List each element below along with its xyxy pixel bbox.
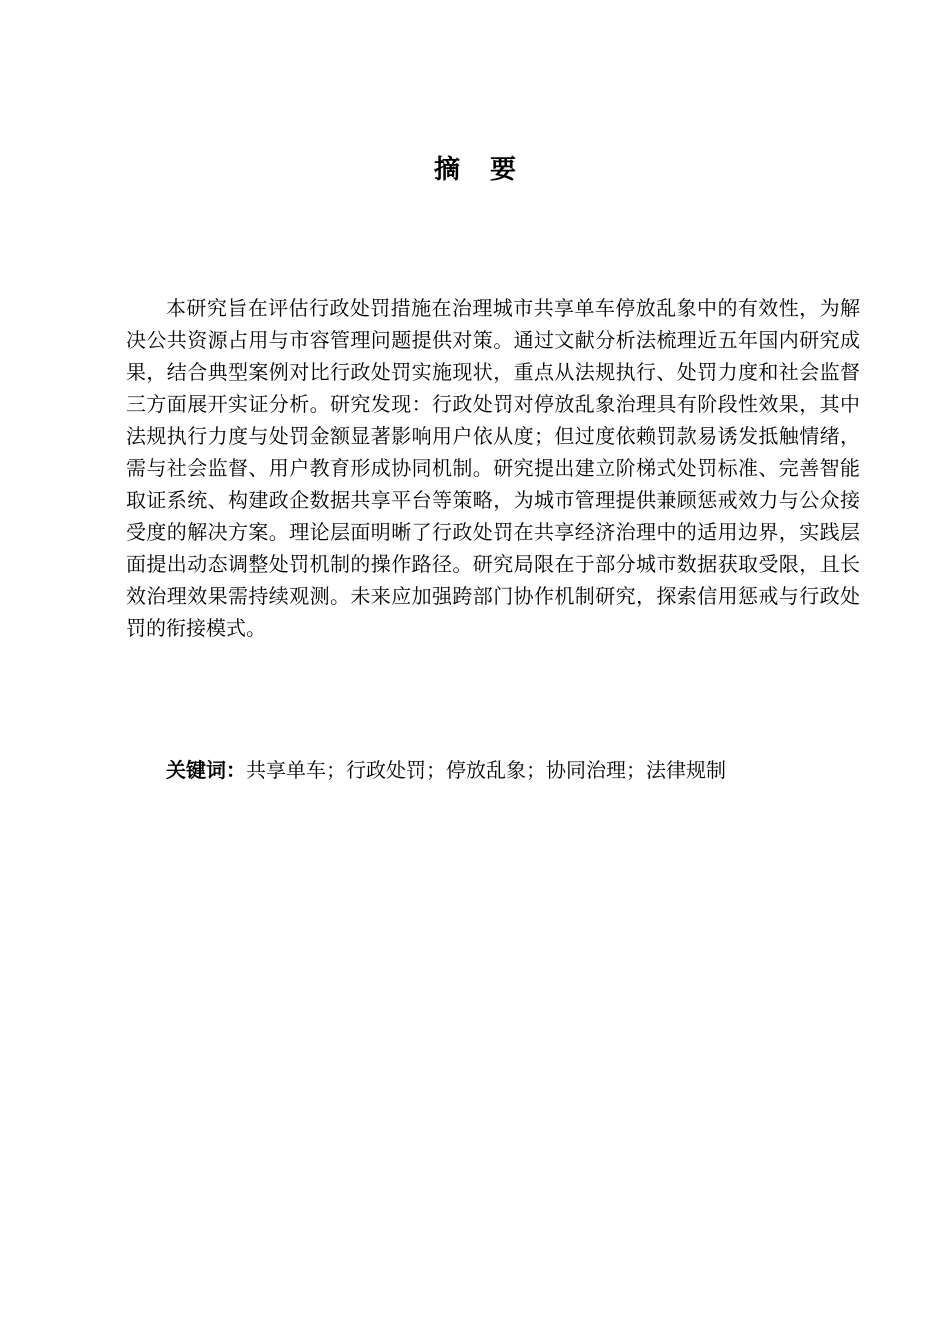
abstract-body: 本研究旨在评估行政处罚措施在治理城市共享单车停放乱象中的有效性，为解决公共资源占用与市容管理问题提供对策。通过文献分析法梳理近五年国内研究成果，结合典型案例对比行政处罚实施现状，重点从法规执行、处罚力度和社会监督三方面展开实证分析。研究发现：行政处罚对停放乱象治理具有阶段性效果，其中法规执行力度与处罚金额显著影响用户依从度；但过度依赖罚款易诱发抵触情绪，需与社会监督、用户教育形成协同机制。研究提出建立阶梯式处罚标准、完善智能取证系统、构建政企数据共享平台等策略，为城市管理提供兼顾惩戒效力与公众接受度的解决方案。理论层面明晰了行政处罚在共享经济治理中的适用边界，实践层面提出动态调整处罚机制的操作路径。研究局限在于部分城市数据获取受限，且长效治理效果需持续观测。未来应加强跨部门协作机制研究，探索信用惩戒与行政处罚的衔接模式。 bbox=[126, 296, 860, 640]
abstract-title: 摘要 bbox=[433, 155, 546, 185]
keywords-line bbox=[126, 754, 860, 786]
keywords-list: 共享单车；行政处罚；停放乱象；协同治理；法律规制 bbox=[246, 758, 726, 782]
keywords-label: 关键词： bbox=[166, 758, 246, 782]
